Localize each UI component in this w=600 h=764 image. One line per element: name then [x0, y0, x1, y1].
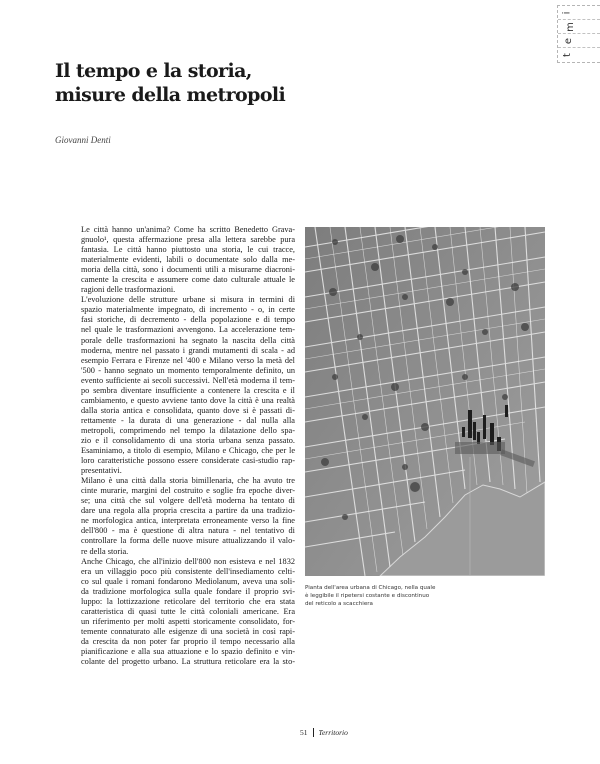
body-line: colante del progetto urbano. La struttura reticolare era la sto- [81, 657, 295, 667]
body-line: zio e il consolidamento di una storia urbana senza passato. [81, 435, 295, 445]
body-line: re della storia. [81, 546, 129, 556]
page-footer [300, 728, 348, 737]
body-line: Milano è una città dalla storia bimillenaria, che ha avuto tre [81, 476, 295, 486]
body-line: era un villaggio poco più consistente dell'insediamento celti- [81, 566, 295, 576]
article-title [55, 59, 415, 107]
body-line: da tradizione morfologica sulla quale fondare il proprio svi- [81, 586, 295, 596]
aerial-map-illustration [305, 227, 545, 576]
section-tab-letter: e [558, 34, 600, 48]
body-line: Anche Chicago, che all'inizio dell'800 non esisteva e nel 1832 [81, 556, 295, 566]
footer-separator [313, 728, 314, 737]
body-line: Esaminiamo, a titolo di esempio, Milano e Chicago, che per le [81, 446, 295, 456]
body-line: camente la crescita e assumere come dato culturale attuale le [81, 275, 295, 285]
body-line: evento sufficiente ai secoli successivi. Nell'età moderna il tem- [81, 375, 295, 385]
body-line: materialmente evidenti, labili o documentate solo dalla me- [81, 255, 295, 265]
body-line: co sul quale i romani fondarono Mediolanum, aveva una soli- [81, 576, 295, 586]
body-line: da crescita da non poter far proprio il tempo necessario alla [81, 636, 295, 646]
body-line: cambiamento, e questo avviene tanto dove la città è una realtà [81, 395, 295, 405]
body-line: Le città hanno un'anima? Come ha scritto Benedetto Grava- [81, 225, 295, 234]
article-title-line-2: misure della metropoli [55, 84, 286, 106]
body-line: dare una regola alla propria crescita a partire da una tradizio- [81, 506, 295, 516]
body-line: temente connaturato alle esigenze di una società in così rapi- [81, 626, 295, 636]
body-line: dell'800 - ma è questione di altra natura - nel tentativo di [81, 526, 295, 536]
body-line: loro caratteristiche possono essere considerate casi-studio rap- [81, 456, 295, 466]
body-line: cinte murarie, margini del costruito e soglie fra epoche diver- [81, 486, 295, 496]
body-line: luppo: la lottizzazione reticolare del territorio che era stata [81, 596, 295, 606]
body-line: '500 - hanno segnato un momento temporalmente definito, un [81, 365, 295, 375]
body-line: fasi storiche, di decremento - della popolazione e di tempo [81, 315, 295, 325]
caption-line: Pianta dell'area urbana di Chicago, nella quale [305, 585, 436, 591]
article-author: Giovanni Denti [55, 135, 111, 145]
body-line: L'evoluzione delle strutture urbane si misura in termini di [81, 295, 295, 305]
caption-line: del reticolo a scacchiera [305, 601, 373, 607]
body-line: spazio materialmente impegnato, di incremento - o, in certe [81, 305, 295, 315]
body-line: metropoli, comprimendo nel tempo la dilatazione dello spa- [81, 425, 295, 435]
body-line: dalla storia antica e consolidata, quanto dove si è passati di- [81, 405, 295, 415]
body-line: fantasia. Le città hanno piuttosto una storia, le cui tracce, [81, 245, 295, 255]
section-tab-letter: t [561, 53, 573, 57]
section-tab-letter: i [558, 6, 600, 20]
caption-line: è leggibile il ripetersi costante e discontinuo [305, 593, 430, 599]
body-line: po sembra diventare insufficiente a contenere la crescita e il [81, 385, 295, 395]
body-line: controllare la forma delle nuove misure attualizzando il valo- [81, 536, 295, 546]
body-line: ragioni delle trasformazioni. [81, 285, 176, 295]
article-title-line-1: Il tempo e la storia, [55, 60, 252, 82]
body-line: un riferimento per molti aspetti storicamente consolidato, for- [81, 616, 295, 626]
journal-name: Territorio [318, 728, 348, 737]
body-line: gnuolo¹, questa affermazione presa alla lettera sarebbe pura [81, 235, 295, 245]
body-line: rettamente - la durata di una generazione - dal nulla alla [81, 415, 295, 425]
body-line: se; una città che sul volgere dell'età moderna ha tentato di [81, 496, 295, 506]
body-line: ne morfologica antica, interpretata erroneamente verso la fine [81, 516, 295, 526]
body-line: esempio Ferrara e Firenze nel '400 e Milano verso la metà del [81, 355, 295, 365]
body-line: presentativi. [81, 466, 122, 476]
article-body [81, 225, 295, 667]
body-line: nel quale le trasformazioni avvengono. La accelerazione tem- [81, 325, 295, 335]
section-tab-temi [557, 5, 600, 63]
body-line: moria della città, sono i documenti utili a misurarne diacroni- [81, 265, 295, 275]
page-number: 51 [300, 728, 308, 737]
body-line: porale delle trasformazioni ha segnato la nascita della città [81, 335, 295, 345]
body-line: moderna, mentre nel passato i grandi mutamenti di scala - ad [81, 345, 295, 355]
body-line: caratteristica di quasi tutte le città coloniali americane. Era [81, 606, 295, 616]
figure-caption [305, 584, 465, 608]
chicago-map-figure [305, 227, 545, 576]
body-line: pianificazione e alla sua attuazione e lo spazio definito e vin- [81, 646, 295, 656]
section-tab-letter: m [558, 20, 600, 34]
